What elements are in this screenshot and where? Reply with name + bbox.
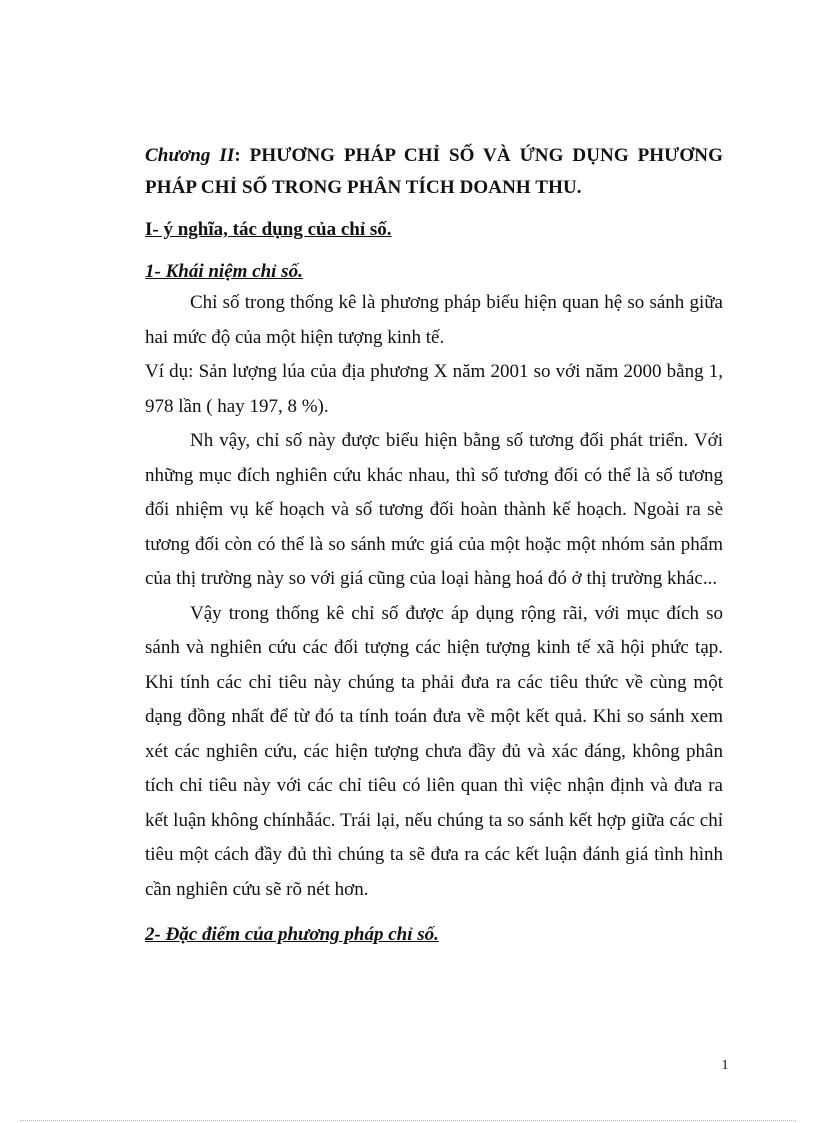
- page-content: [145, 140, 723, 949]
- page-number: 1: [721, 1058, 729, 1073]
- section-heading: I- ý nghĩa, tác dụng của chỉ số.: [145, 219, 392, 240]
- page-bottom-divider: [20, 1120, 796, 1121]
- subsection-heading-1: 1- Khái niệm chỉ số.: [145, 261, 303, 282]
- paragraph-definition: Chỉ số trong thống kê là phương pháp biểu hiện quan hệ so sánh giữa hai mức độ của một hiện tượng kinh tế.: [145, 292, 723, 348]
- chapter-title-text: : PHƯƠNG PHÁP CHỈ SỐ VÀ ỨNG DỤNG PHƯƠNG PHÁP CHỈ SỐ TRONG PHÂN TÍCH DOANH THU.: [145, 145, 723, 198]
- subsection-heading-2: 2- Đặc điểm của phương pháp chỉ số.: [145, 924, 439, 945]
- paragraph-relative-numbers: Nh vậy, chỉ số này được biểu hiện bằng số tương đối phát triển. Với những mục đích nghiên cứu khác nhau, thì số tương đối có thể là số tương đối nhiệm vụ kế hoạch và số tương đối hoàn thành kế hoạch. Ngoài ra sè tương đối còn có thể là so sánh mức giá của một hoặc một nhóm sản phẩm của thị trường này so với giá cũng của loại hàng hoá đó ở thị trường khác...: [145, 430, 723, 589]
- paragraph-application: Vậy trong thống kê chỉ số được áp dụng rộng rãi, với mục đích so sánh và nghiên cứu các đối tượng các hiện tượng kinh tế xã hội phức tạp. Khi tính các chỉ tiêu này chúng ta phải đưa ra các tiêu thức về cùng một dạng đồng nhất để từ đó ta tính toán đưa về một kết quả. Khi so sánh xem xét các nghiên cứu, các hiện tượng chưa đầy đủ và xác đáng, không phân tích chỉ tiêu này với các chỉ tiêu có liên quan thì việc nhận định và đưa ra kết luận không chínhẫác. Trái lại, nếu chúng ta so sánh kết hợp giữa các chỉ tiêu một cách đầy đủ thì chúng ta sẽ đưa ra các kết luận đánh giá tình hình cần nghiên cứu sẽ rõ nét hơn.: [145, 602, 723, 900]
- chapter-label: Chương II: [145, 145, 235, 166]
- chapter-title: [145, 140, 723, 204]
- paragraph-example: Ví dụ: Sản lượng lúa của địa phương X năm 2001 so với năm 2000 bằng 1, 978 lần ( hay 197, 8 %).: [145, 361, 723, 417]
